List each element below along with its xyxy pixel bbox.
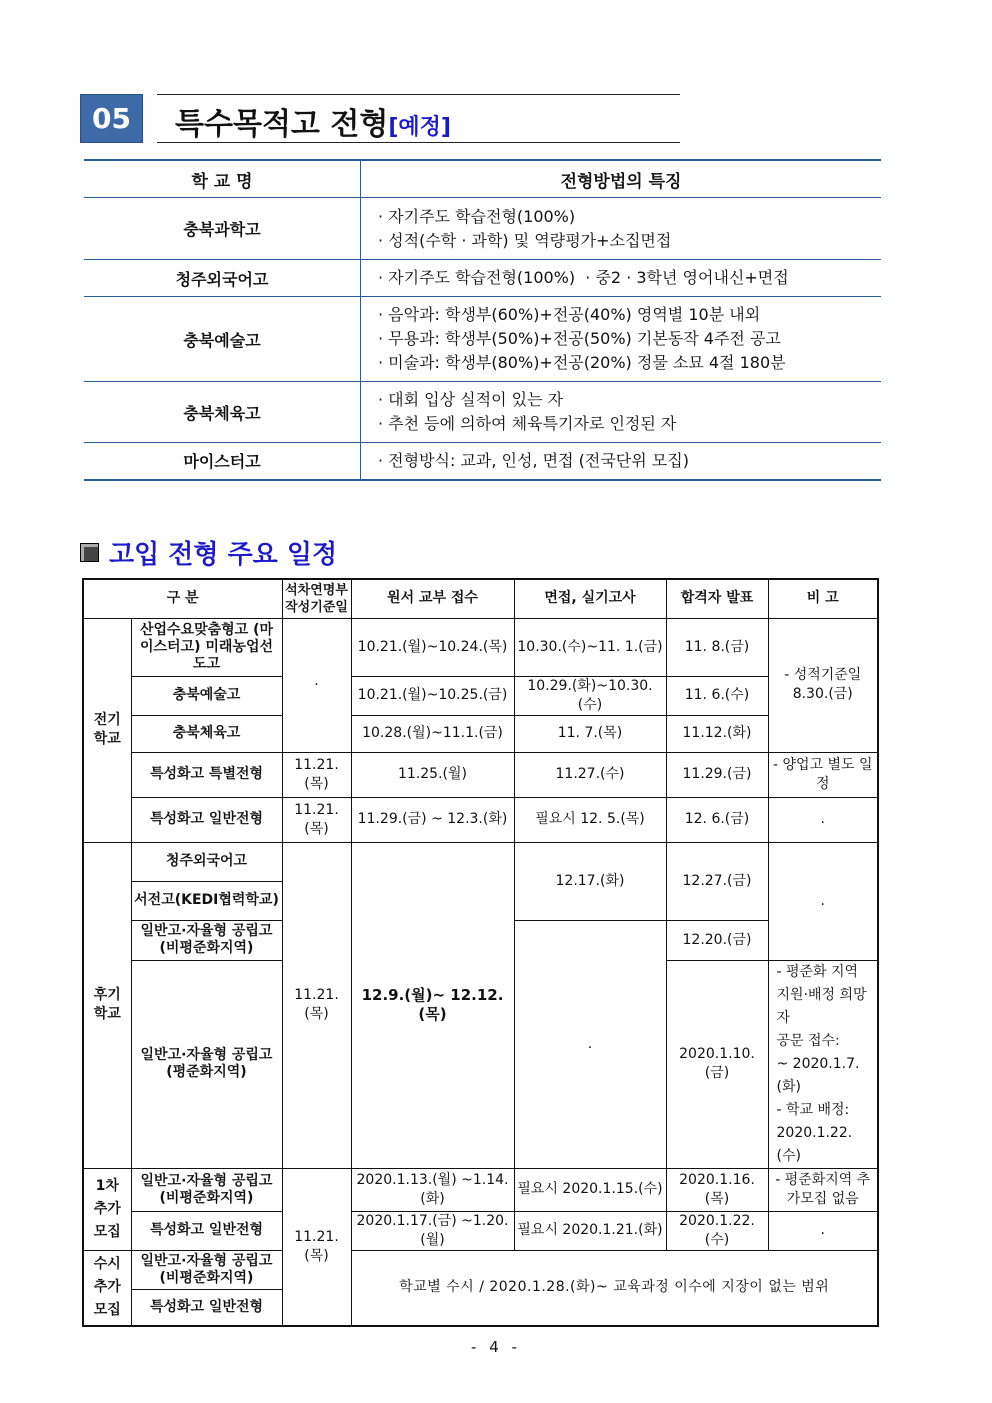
schedule-table: [82, 578, 879, 1327]
school-name: 일반고·자율형 공립고 (평준화지역): [131, 960, 282, 1168]
method-cell: [361, 297, 882, 382]
announce-date: 11.12.(화): [666, 715, 768, 752]
table-row: [84, 198, 881, 260]
apply-period: 12.9.(월)~ 12.12.(목): [351, 842, 514, 1168]
table-row: [83, 618, 878, 676]
record-date: 11.21.(목): [282, 842, 351, 1168]
remark: - 성적기준일 8.30.(금): [768, 618, 878, 752]
table-row: [83, 1250, 878, 1289]
section-subtitle: [예정]: [388, 115, 451, 140]
remark: .: [768, 797, 878, 842]
announce-date: 2020.1.16.(목): [666, 1168, 768, 1211]
method-line: · 자기주도 학습전형(100%): [378, 206, 576, 226]
extra2-note: 학교별 수시 / 2020.1.28.(화)~ 교육과정 이수에 지장이 없는 범위: [351, 1250, 878, 1326]
school-name: 청주외국어고: [131, 842, 282, 881]
record-date: 11.21.(목): [282, 1168, 351, 1326]
remark: .: [768, 842, 878, 960]
interview-period: 10.29.(화)~10.30.(수): [514, 676, 666, 715]
group-extra2: 수시 추가 모집: [83, 1250, 131, 1326]
special-school-table: [84, 159, 881, 481]
method-line: · 무용과: 학생부(50%)+전공(50%) 기본동작 4주전 공고: [378, 329, 781, 348]
apply-period: 10.21.(월)~10.25.(금): [351, 676, 514, 715]
interview-period: 12.17.(화): [514, 842, 666, 920]
announce-date: 12.20.(금): [666, 920, 768, 960]
interview-period: 11.27.(수): [514, 752, 666, 797]
header-remark: 비 고: [768, 579, 878, 618]
table-row: [83, 752, 878, 797]
table-row: [83, 1211, 878, 1250]
header-apply: 원서 교부 접수: [351, 579, 514, 618]
school-name: 충북과학고: [84, 198, 361, 260]
school-name: 특성화고 일반전형: [131, 797, 282, 842]
group-early: 전기 학교: [83, 618, 131, 842]
interview-period: 필요시 2020.1.15.(수): [514, 1168, 666, 1211]
section-header: [80, 94, 680, 144]
school-name: 일반고·자율형 공립고 (비평준화지역): [131, 1168, 282, 1211]
apply-period: 2020.1.17.(금) ~1.20.(월): [351, 1211, 514, 1250]
school-name: 산업수요맞춤형고 (마이스터고) 미래농업선도고: [131, 618, 282, 676]
table-row: [83, 1168, 878, 1211]
table-row: [84, 260, 881, 297]
header-school: 학 교 명: [84, 160, 361, 198]
schedule-heading: [80, 534, 337, 571]
remark: - 평준화지역 추가모집 없음: [768, 1168, 878, 1211]
remark-line: 지원·배정 희망자: [776, 986, 867, 1026]
interview-period: 10.30.(수)~11. 1.(금): [514, 618, 666, 676]
table-row: [84, 297, 881, 382]
school-name: 특성화고 일반전형: [131, 1211, 282, 1250]
school-name: 충북체육고: [131, 715, 282, 752]
remark-line: ~ 2020.1.7.(화): [776, 1055, 860, 1095]
section-title-box: [157, 94, 680, 143]
school-name: 마이스터고: [84, 443, 361, 480]
method-line: · 미술과: 학생부(80%)+전공(20%) 정물 소묘 4절 180분: [378, 353, 786, 372]
method-cell: [361, 260, 882, 297]
section-number: 05: [80, 94, 143, 143]
announce-date: 11. 6.(수): [666, 676, 768, 715]
school-name: 일반고·자율형 공립고 (비평준화지역): [131, 1250, 282, 1289]
remark: [768, 960, 878, 1168]
school-name: 특성화고 특별전형: [131, 752, 282, 797]
announce-date: 11.29.(금): [666, 752, 768, 797]
method-line: · 성적(수학 · 과학) 및 역량평가+소집면접: [378, 230, 672, 250]
table-row: [83, 797, 878, 842]
method-line: · 음악과: 학생부(60%)+전공(40%) 영역별 10분 내외: [378, 305, 761, 324]
method-line: · 전형방식: 교과, 인성, 면접 (전국단위 모집): [378, 450, 689, 470]
remark-line: 공문 접수:: [776, 1032, 840, 1049]
interview-period: .: [514, 920, 666, 1168]
apply-period: 10.28.(월)~11.1.(금): [351, 715, 514, 752]
school-name: 서전고(KEDI협력학교): [131, 881, 282, 920]
record-date: ·: [282, 618, 351, 752]
remark-line: - 평준화 지역: [776, 963, 859, 980]
remark-line: - 학교 배정:: [776, 1101, 850, 1118]
header-announce: 합격자 발표: [666, 579, 768, 618]
remark-line: 2020.1.22.(수): [776, 1124, 853, 1164]
table-header-row: [83, 579, 878, 618]
header-category: 구 분: [83, 579, 282, 618]
school-name: 충북예술고: [84, 297, 361, 382]
header-interview: 면접, 실기고사: [514, 579, 666, 618]
square-bullet-icon: [80, 543, 99, 562]
apply-period: 11.29.(금) ~ 12.3.(화): [351, 797, 514, 842]
announce-date: 2020.1.22.(수): [666, 1211, 768, 1250]
record-date: 11.21.(목): [282, 797, 351, 842]
interview-period: 필요시 2020.1.21.(화): [514, 1211, 666, 1250]
group-extra1: 1차 추가 모집: [83, 1168, 131, 1250]
announce-date: 11. 8.(금): [666, 618, 768, 676]
school-name: 충북예술고: [131, 676, 282, 715]
section-title-text: 특수목적고 전형: [175, 107, 389, 142]
table-row: [84, 382, 881, 443]
school-name: 청주외국어고: [84, 260, 361, 297]
record-date: 11.21.(목): [282, 752, 351, 797]
table-row: [83, 842, 878, 881]
announce-date: 12.27.(금): [666, 842, 768, 920]
group-late: 후기 학교: [83, 842, 131, 1168]
section-title: [175, 99, 451, 143]
school-name: 일반고·자율형 공립고 (비평준화지역): [131, 920, 282, 960]
method-line: · 자기주도 학습전형(100%) · 중2 · 3학년 영어내신+면접: [378, 268, 789, 287]
table-row: [83, 676, 878, 715]
apply-period: 11.25.(월): [351, 752, 514, 797]
method-cell: [361, 443, 882, 480]
table-row: [83, 715, 878, 752]
method-cell: [361, 198, 882, 260]
remark: - 양업고 별도 일정: [768, 752, 878, 797]
school-name: 충북체육고: [84, 382, 361, 443]
school-name: 특성화고 일반전형: [131, 1289, 282, 1326]
header-method: 전형방법의 특징: [361, 160, 882, 198]
apply-period: 10.21.(월)~10.24.(목): [351, 618, 514, 676]
method-cell: [361, 382, 882, 443]
table-row: [84, 443, 881, 480]
method-line: · 추천 등에 의하여 체육특기자로 인정된 자: [378, 414, 677, 433]
remark: .: [768, 1211, 878, 1250]
announce-date: 2020.1.10.(금): [666, 960, 768, 1168]
interview-period: 필요시 12. 5.(목): [514, 797, 666, 842]
method-line: · 대회 입상 실적이 있는 자: [378, 390, 564, 409]
apply-period: 2020.1.13.(월) ~1.14.(화): [351, 1168, 514, 1211]
page-number: - 4 -: [471, 1338, 521, 1356]
header-record-date: 석차연명부 작성기준일: [282, 579, 351, 618]
announce-date: 12. 6.(금): [666, 797, 768, 842]
schedule-title: 고입 전형 주요 일정: [109, 540, 338, 570]
interview-period: 11. 7.(목): [514, 715, 666, 752]
